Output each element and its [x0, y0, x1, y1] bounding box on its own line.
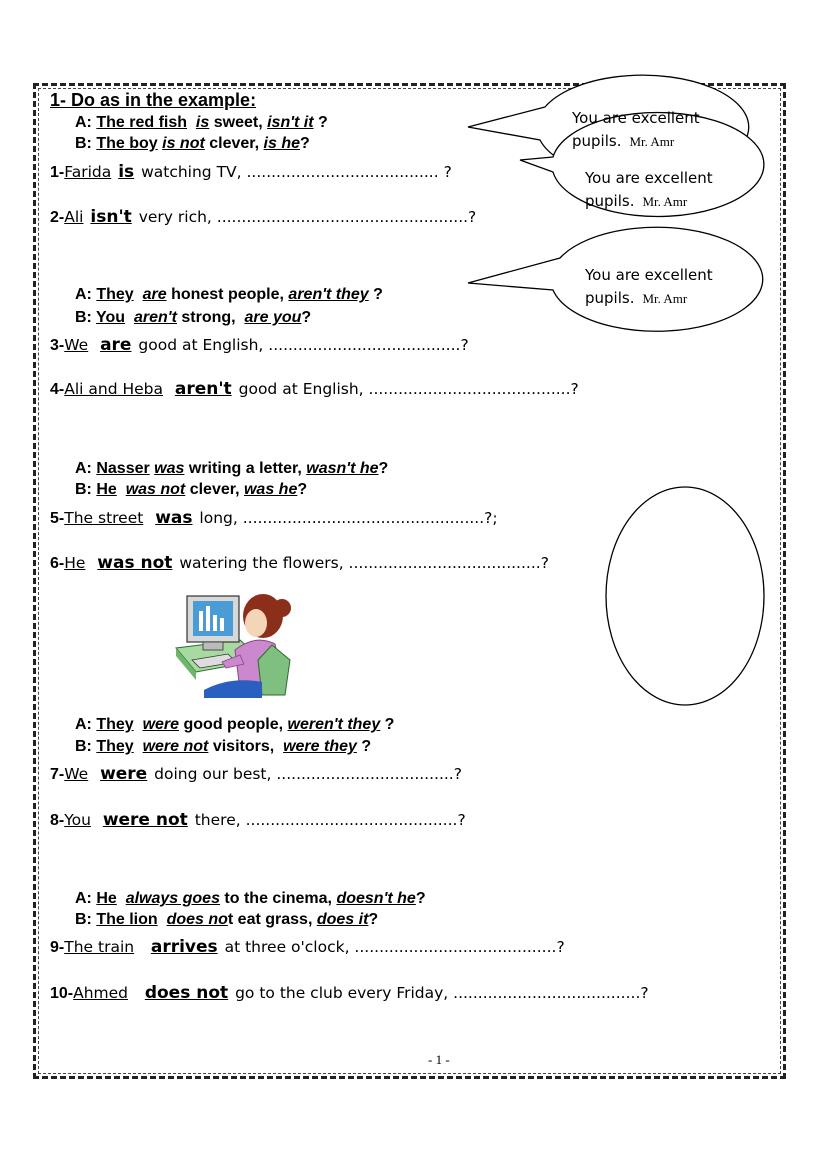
sentence-fragment: They: [96, 738, 134, 755]
sentence-fragment: B:: [75, 309, 92, 326]
sentence-fragment: good at English, .........................................?: [238, 380, 579, 398]
sentence-fragment: clever,: [209, 135, 260, 152]
sentence-fragment: 4-: [50, 381, 65, 398]
example-line: [75, 114, 328, 132]
sentence-fragment: are: [142, 286, 167, 303]
sentence-fragment: Farida: [64, 163, 112, 181]
sentence-fragment: wasn't he: [306, 460, 379, 477]
sentence-fragment: long, .................................................?;: [199, 509, 498, 527]
bubble-line: pupils.: [572, 132, 622, 150]
sentence-fragment: t eat grass,: [227, 911, 313, 928]
example-line: [75, 481, 307, 499]
sentence-fragment: They: [96, 286, 134, 303]
sentence-fragment: ?: [297, 481, 308, 498]
sentence-fragment: A:: [75, 114, 92, 131]
sentence-fragment: honest people,: [171, 286, 284, 303]
sentence-fragment: Ahmed: [73, 984, 129, 1002]
sentence-fragment: was not: [125, 481, 186, 498]
sentence-fragment: doesn't he: [336, 890, 416, 907]
signature: Mr. Amr: [642, 194, 688, 209]
question-2: [50, 207, 476, 227]
sentence-fragment: good at English, .......................................?: [138, 336, 469, 354]
sentence-fragment: aren't: [133, 309, 177, 326]
page-number: - 1 -: [428, 1052, 450, 1067]
bubble-line: You are excellent: [585, 169, 713, 187]
sentence-fragment: visitors,: [212, 738, 275, 755]
sentence-fragment: 1-: [50, 164, 65, 181]
sentence-fragment: isn't: [90, 207, 132, 227]
sentence-fragment: was not: [97, 553, 173, 573]
sentence-fragment: was: [154, 460, 185, 477]
sentence-fragment: was: [155, 508, 193, 528]
sentence-fragment: B:: [75, 135, 92, 152]
sentence-fragment: ?: [300, 135, 310, 152]
example-line: [75, 460, 388, 478]
example-line: [75, 286, 383, 304]
sentence-fragment: 10-: [50, 985, 74, 1002]
question-4: [50, 379, 579, 399]
sentence-fragment: A:: [75, 890, 92, 907]
sentence-fragment: aren't they: [288, 286, 369, 303]
sentence-fragment: ?: [384, 716, 395, 733]
sentence-fragment: are you: [244, 309, 302, 326]
empty-oval: [606, 487, 764, 705]
sentence-fragment: Ali: [64, 208, 84, 226]
sentence-fragment: go to the club every Friday, ......................................?: [235, 984, 649, 1002]
sentence-fragment: were not: [142, 738, 209, 755]
sentence-fragment: 5-: [50, 510, 65, 527]
sentence-fragment: 3-: [50, 337, 65, 354]
sentence-fragment: does no: [166, 911, 228, 928]
question-10: [50, 983, 649, 1003]
sentence-fragment: isn't it: [267, 114, 314, 131]
sentence-fragment: ?: [318, 114, 328, 131]
question-1: [50, 162, 452, 182]
sentence-fragment: The red fish: [96, 114, 188, 131]
girl-computer-illustration: [176, 594, 291, 698]
example-line: [75, 738, 371, 756]
sentence-fragment: A:: [75, 716, 92, 733]
sentence-fragment: 7-: [50, 766, 65, 783]
question-9: [50, 937, 565, 957]
sentence-fragment: B:: [75, 481, 92, 498]
sentence-fragment: were they: [283, 738, 357, 755]
sentence-fragment: are: [100, 335, 132, 355]
sentence-fragment: You: [64, 811, 91, 829]
bubble-2-text: [585, 167, 713, 213]
sentence-fragment: good people,: [183, 716, 284, 733]
sentence-fragment: 8-: [50, 812, 65, 829]
sentence-fragment: Ali and Heba: [64, 380, 163, 398]
sentence-fragment: weren't they: [287, 716, 381, 733]
signature: Mr. Amr: [642, 291, 688, 306]
sentence-fragment: watching TV, ....................................... ?: [141, 163, 452, 181]
sentence-fragment: clever,: [189, 481, 240, 498]
sentence-fragment: A:: [75, 286, 92, 303]
sentence-fragment: The lion: [96, 911, 158, 928]
sentence-fragment: The street: [64, 509, 144, 527]
bubble-line: You are excellent: [585, 266, 713, 284]
sentence-fragment: ?: [378, 460, 389, 477]
sentence-fragment: was he: [243, 481, 298, 498]
bubble-line: pupils.: [585, 192, 635, 210]
sentence-fragment: were: [100, 764, 148, 784]
sentence-fragment: The boy: [96, 135, 158, 152]
bubble-3-text: [585, 264, 713, 310]
sentence-fragment: B:: [75, 911, 92, 928]
sentence-fragment: aren't: [174, 379, 232, 399]
sentence-fragment: is: [118, 162, 135, 182]
sentence-fragment: 2-: [50, 209, 65, 226]
example-line: [75, 716, 394, 734]
sentence-fragment: writing a letter,: [188, 460, 302, 477]
sentence-fragment: to the cinema,: [224, 890, 332, 907]
sentence-fragment: You: [96, 309, 126, 326]
sentence-fragment: strong,: [181, 309, 236, 326]
sentence-fragment: at three o'clock, .........................................?: [224, 938, 565, 956]
sentence-fragment: He: [96, 890, 117, 907]
sentence-fragment: does it: [316, 911, 369, 928]
sentence-fragment: A:: [75, 460, 92, 477]
sentence-fragment: very rich, ...................................................?: [138, 208, 477, 226]
bubble-1-text: [572, 107, 700, 153]
bubble-line: You are excellent: [572, 109, 700, 127]
sentence-fragment: The train: [64, 938, 135, 956]
example-line: [75, 890, 426, 908]
sentence-fragment: 9-: [50, 939, 65, 956]
sentence-fragment: B:: [75, 738, 92, 755]
sentence-fragment: is: [195, 114, 210, 131]
sentence-fragment: watering the flowers, .......................................?: [179, 554, 549, 572]
question-8: [50, 810, 466, 830]
sentence-fragment: is he: [263, 135, 301, 152]
sentence-fragment: ?: [415, 890, 426, 907]
sentence-fragment: He: [64, 554, 86, 572]
sentence-fragment: were: [142, 716, 180, 733]
sentence-fragment: 6-: [50, 555, 65, 572]
question-6: [50, 553, 549, 573]
sentence-fragment: doing our best, ....................................?: [154, 765, 462, 783]
sentence-fragment: We: [64, 765, 89, 783]
bubble-line: pupils.: [585, 289, 635, 307]
sentence-fragment: ?: [361, 738, 372, 755]
example-line: [75, 309, 311, 327]
signature: Mr. Amr: [629, 134, 675, 149]
sentence-fragment: sweet,: [213, 114, 263, 131]
sentence-fragment: ?: [373, 286, 383, 303]
question-3: [50, 335, 469, 355]
example-line: [75, 911, 378, 929]
sentence-fragment: there, ...........................................?: [194, 811, 466, 829]
question-7: [50, 764, 462, 784]
example-line: [75, 135, 310, 153]
page-title: 1- Do as in the example:: [50, 90, 257, 110]
sentence-fragment: always goes: [125, 890, 220, 907]
sentence-fragment: arrives: [150, 937, 218, 957]
sentence-fragment: Nasser: [96, 460, 150, 477]
sentence-fragment: were not: [102, 810, 188, 830]
sentence-fragment: does not: [144, 983, 229, 1003]
sentence-fragment: We: [64, 336, 89, 354]
sentence-fragment: He: [96, 481, 117, 498]
sentence-fragment: is not: [162, 135, 205, 152]
sentence-fragment: ?: [301, 309, 312, 326]
question-5: [50, 508, 498, 528]
sentence-fragment: ?: [368, 911, 379, 928]
sentence-fragment: They: [96, 716, 134, 733]
